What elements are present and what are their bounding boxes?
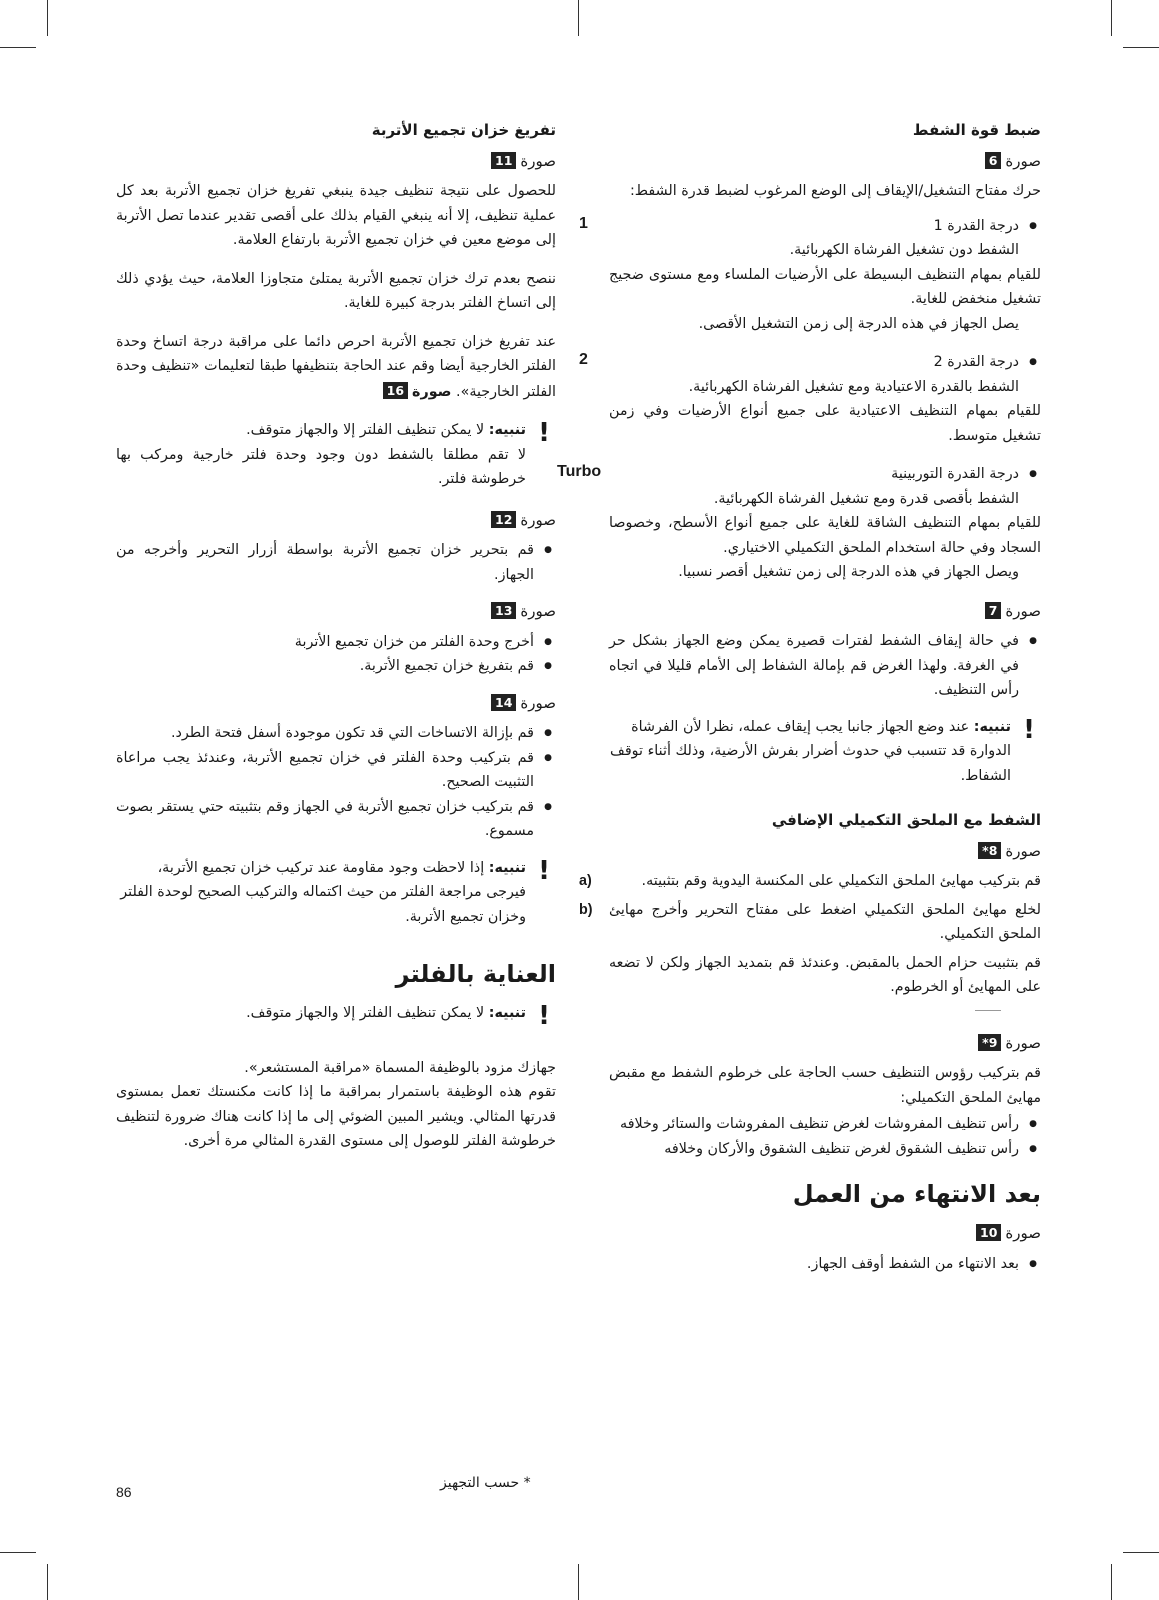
paragraph: للحصول على نتيجة تنظيف جيدة ينبغي تفريغ خزان تجميع الأتربة بعد كل عملية تنظيف، إلا أنه ينبغي القيام بذلك على أقصى تقدير عندما تصل الأتربة إلى موضع معين في خزان تجميع الأتربة بارتفاع العلامة.	[116, 183, 556, 248]
step-letter: a)	[579, 873, 592, 889]
exclamation-icon: !	[538, 855, 550, 886]
step-b: b) لخلع مهايئ الملحق التكميلي اضغط على مفتاح التحرير وأخرج مهايئ الملحق التكميلي.	[609, 898, 1041, 947]
figure-reference: صورة13	[116, 599, 556, 624]
paragraph: عند تفريغ خزان تجميع الأتربة احرص دائما على مراقبة درجة اتساخ وحدة الفلتر الخارجية أيضا وقم عند الحاجة بتنظيفها طبقا لتعليمات «تنظيف وحدة الفلتر الخارجية». صورة16	[116, 333, 556, 400]
level-title: درجة القدرة 2	[933, 354, 1019, 370]
page-number: 86	[116, 1484, 132, 1500]
warning-text: لا يمكن تنظيف الفلتر إلا والجهاز متوقف.	[246, 422, 489, 438]
exclamation-icon: !	[538, 418, 550, 448]
list-item: ● قم بتركيب خزان تجميع الأتربة في الجهاز وقم بتثبيته حتي يستقر بصوت مسموع.	[116, 795, 556, 844]
section-heading: تفريغ خزان تجميع الأتربة	[371, 121, 556, 139]
crop-mark	[1123, 47, 1159, 48]
list-item: ● في حالة إيقاف الشفط لفترات قصيرة يمكن وضع الجهاز بشكل حر في الغرفة. ولهذا الغرض قم بإمالة الشفاط إلى الأمام قليلا في اتجاه رأس التنظيف.	[609, 629, 1041, 703]
list-item: ● قم بتركيب وحدة الفلتر في خزان تجميع الأتربة، وعندئذ يجب مراعاة التثبيت الصحيح.	[116, 746, 556, 795]
warning-text: عند وضع الجهاز جانبا يجب إيقاف عمله، نظرا لأن الفرشاة الدوارة قد تتسبب في حدوث أضرار بفرش الأرضية، وذلك أثناء توقف الشفاط.	[610, 718, 1011, 784]
figure-reference: صورة12	[116, 508, 556, 533]
figure-reference: صورة6	[609, 149, 1041, 174]
bullet-list	[609, 1252, 1041, 1277]
figure-reference: صورة7	[609, 599, 1041, 624]
section-title: العناية بالفلتر	[395, 960, 556, 988]
level-tag: 2	[579, 351, 588, 368]
paragraph: حرك مفتاح التشغيل/الإيقاف إلى الوضع المرغوب لضبط قدرة الشفط:	[629, 183, 1041, 199]
warning-label: تنبيه:	[488, 859, 526, 876]
figure-reference: صورة8*	[609, 839, 1041, 864]
crop-mark	[1111, 1564, 1112, 1600]
warning-note	[116, 418, 556, 492]
warning-label: تنبيه:	[488, 422, 526, 438]
crop-mark	[47, 0, 48, 36]
crop-mark	[1123, 1552, 1159, 1553]
level-title: درجة القدرة التوربينية	[891, 466, 1019, 482]
right-column	[557, 118, 1041, 1288]
warning-note	[609, 715, 1041, 789]
figure-reference: صورة10	[609, 1221, 1041, 1246]
level-line: الشفط بالقدرة الاعتيادية ومع تشغيل الفرشاة الكهربائية.	[688, 378, 1019, 395]
section-title: بعد الانتهاء من العمل	[792, 1180, 1041, 1208]
list-item: ● قم بتحرير خزان تجميع الأتربة بواسطة أزرار التحرير وأخرجه من الجهاز.	[116, 538, 556, 587]
footnote: * حسب التجهيز	[440, 1475, 531, 1491]
list-item: ● قم بتفريغ خزان تجميع الأتربة.	[116, 654, 556, 679]
paragraph: قم بتركيب رؤوس التنظيف حسب الحاجة على خرطوم الشفط مع مقبض مهايئ الملحق التكميلي:	[609, 1065, 1041, 1106]
crop-mark	[578, 0, 579, 36]
warning-note	[116, 856, 556, 930]
step-letter: b)	[579, 901, 593, 918]
crop-mark	[0, 47, 36, 48]
level-title: درجة القدرة 1	[933, 217, 1019, 234]
warning-text: لا تقم مطلقا بالشفط دون وجود وحدة فلتر خارجية ومركب بها خرطوشة فلتر.	[116, 446, 526, 487]
step-a: a) قم بتركيب مهايئ الملحق التكميلي على المكنسة اليدوية وقم بتثبيته.	[609, 869, 1041, 894]
bullet-icon: ●	[1029, 220, 1037, 231]
power-level-1	[579, 214, 1041, 337]
exclamation-icon: !	[538, 1001, 550, 1031]
section-heading: ضبط قوة الشفط	[912, 121, 1041, 139]
crop-mark	[47, 1564, 48, 1600]
paragraph: ننصح بعدم ترك خزان تجميع الأتربة يمتلئ متجاوزا العلامة، حيث يؤدي ذلك إلى اتساخ الفلتر بدرجة كبيرة للغاية.	[116, 270, 556, 311]
left-column	[116, 118, 556, 1168]
level-line: الشفط دون تشغيل الفرشاة الكهربائية.	[789, 242, 1019, 258]
crop-mark	[1111, 0, 1112, 36]
level-line: للقيام بمهام التنظيف الشاقة للغاية على جميع أنواع الأسطح، وخصوصا السجاد وفي حالة استخدام الملحق التكميلي الاختياري.	[609, 515, 1041, 556]
level-tag: Turbo	[557, 463, 602, 480]
list-item: ● أخرج وحدة الفلتر من خزان تجميع الأتربة	[116, 630, 556, 655]
bullet-list	[116, 721, 556, 844]
exclamation-icon: !	[1023, 714, 1035, 745]
section-heading: الشفط مع الملحق التكميلي الإضافي	[771, 811, 1041, 829]
figure-reference: صورة11	[116, 149, 556, 174]
power-level-2	[579, 350, 1041, 448]
power-level-turbo	[557, 462, 1041, 585]
level-line: للقيام بمهام التنظيف الاعتيادية على جميع أنواع الأرضيات وفي زمن تشغيل متوسط.	[609, 403, 1041, 444]
warning-text: إذا لاحظت وجود مقاومة عند تركيب خزان تجميع الأتربة، فيرجى مراجعة الفلتر من حيث اكتماله والتركيب الصحيح لوحدة الفلتر وخزان تجميع الأتربة.	[120, 859, 526, 925]
paragraph: تقوم هذه الوظيفة باستمرار بمراقبة ما إذا كانت مكنستك تعمل بمستوى قدرتها المثالي. ويشير المبين الضوئي إلى ما إذا كانت هناك ضرورة لتنظيف خرطوشة الفلتر للوصول إلى مستوى القدرة المثالي مرة أخرى.	[116, 1084, 556, 1149]
list-item: ● رأس تنظيف الشقوق لغرض تنظيف الشقوق والأركان وخلافه	[609, 1137, 1041, 1162]
figure-reference: صورة14	[116, 691, 556, 716]
level-line: الشفط بأقصى قدرة ومع تشغيل الفرشاة الكهربائية.	[713, 490, 1019, 507]
level-line: ويصل الجهاز في هذه الدرجة إلى زمن تشغيل أقصر نسبيا.	[678, 564, 1019, 580]
level-line: يصل الجهاز في هذه الدرجة إلى زمن التشغيل الأقصى.	[698, 315, 1019, 332]
bullet-list	[116, 538, 556, 587]
step-c: قم بتثبيت حزام الحمل بالمقبض. وعندئذ قم بتمديد الجهاز ولكن لا تضعه على المهايئ أو الخرطوم.	[609, 954, 1041, 995]
level-tag: 1	[579, 214, 588, 232]
figure-reference: صورة9*	[609, 1031, 1041, 1056]
warning-note	[116, 1001, 556, 1031]
warning-label: تنبيه:	[973, 718, 1011, 735]
bullet-icon: ●	[1029, 357, 1037, 367]
crop-mark	[578, 1564, 579, 1600]
warning-label: تنبيه:	[488, 1005, 526, 1021]
list-item: ● بعد الانتهاء من الشفط أوقف الجهاز.	[609, 1252, 1041, 1277]
crop-mark	[0, 1552, 36, 1553]
list-item: ● قم بإزالة الاتساخات التي قد تكون موجودة أسفل فتحة الطرد.	[116, 721, 556, 746]
divider	[975, 1010, 1001, 1011]
warning-text: لا يمكن تنظيف الفلتر إلا والجهاز متوقف.	[246, 1005, 489, 1021]
list-item: ● رأس تنظيف المفروشات لغرض تنظيف المفروشات والستائر وخلافه	[609, 1112, 1041, 1137]
level-line: للقيام بمهام التنظيف البسيطة على الأرضيات الملساء ومع مستوى ضجيج تشغيل منخفض للغاية.	[609, 266, 1041, 307]
bullet-list	[116, 630, 556, 679]
bullet-list	[609, 1112, 1041, 1161]
paragraph: جهازك مزود بالوظيفة المسماة «مراقبة المستشعر».	[244, 1059, 556, 1076]
bullet-list	[609, 629, 1041, 703]
bullet-icon: ●	[1029, 469, 1037, 479]
